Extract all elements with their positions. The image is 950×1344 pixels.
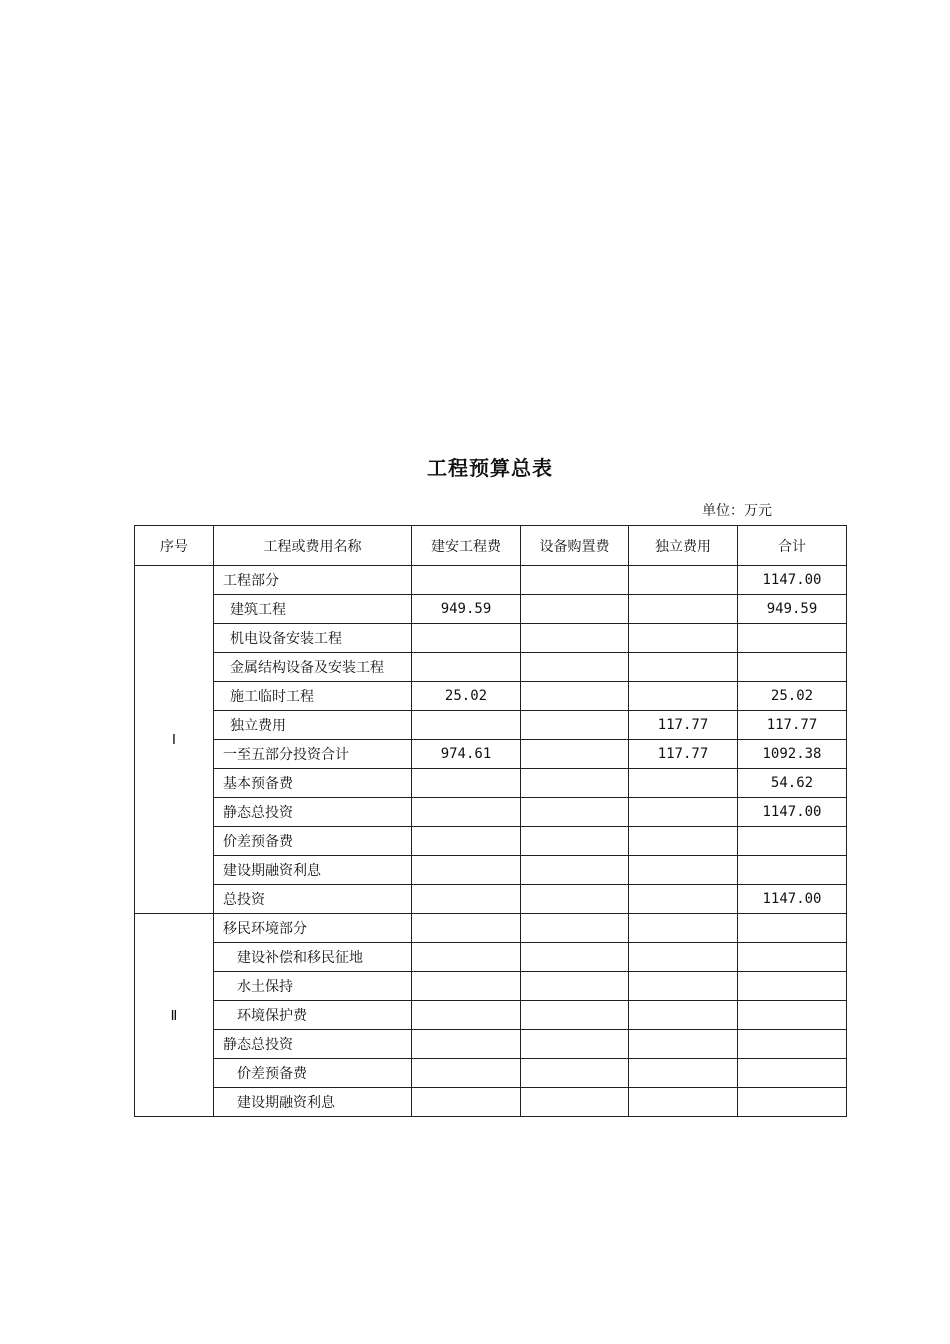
- construction-cost-cell: 974.61: [412, 740, 521, 769]
- table-row: [135, 595, 847, 624]
- construction-cost-cell: [412, 711, 521, 740]
- equipment-cost-cell: [521, 595, 629, 624]
- equipment-cost-cell: [521, 885, 629, 914]
- table-row: [135, 798, 847, 827]
- column-header-independent: 独立费用: [629, 526, 738, 566]
- total-cell: [738, 1030, 847, 1059]
- construction-cost-cell: [412, 914, 521, 943]
- independent-cost-cell: [629, 885, 738, 914]
- item-name-cell: 建设期融资利息: [214, 1088, 412, 1117]
- table-header-row: [135, 526, 847, 566]
- total-cell: [738, 914, 847, 943]
- equipment-cost-cell: [521, 566, 629, 595]
- equipment-cost-cell: [521, 798, 629, 827]
- table-row: [135, 885, 847, 914]
- table-row: [135, 914, 847, 943]
- independent-cost-cell: 117.77: [629, 740, 738, 769]
- independent-cost-cell: [629, 856, 738, 885]
- equipment-cost-cell: [521, 914, 629, 943]
- unit-label: 单位：万元: [702, 503, 772, 519]
- total-cell: [738, 943, 847, 972]
- section-seq-cell: Ⅱ: [135, 914, 214, 1117]
- total-cell: 1147.00: [738, 566, 847, 595]
- construction-cost-cell: [412, 1001, 521, 1030]
- table-row: [135, 1088, 847, 1117]
- total-cell: 1092.38: [738, 740, 847, 769]
- item-name-cell: 机电设备安装工程: [214, 624, 412, 653]
- item-name-cell: 移民环境部分: [214, 914, 412, 943]
- independent-cost-cell: [629, 914, 738, 943]
- table-row: [135, 1059, 847, 1088]
- column-header-name: 工程或费用名称: [214, 526, 412, 566]
- total-cell: [738, 653, 847, 682]
- total-cell: 117.77: [738, 711, 847, 740]
- independent-cost-cell: [629, 1030, 738, 1059]
- independent-cost-cell: [629, 566, 738, 595]
- item-name-cell: 基本预备费: [214, 769, 412, 798]
- equipment-cost-cell: [521, 740, 629, 769]
- item-name-cell: 静态总投资: [214, 798, 412, 827]
- item-name-cell: 价差预备费: [214, 827, 412, 856]
- construction-cost-cell: [412, 1059, 521, 1088]
- table-row: [135, 856, 847, 885]
- item-name-cell: 价差预备费: [214, 1059, 412, 1088]
- table-row: [135, 711, 847, 740]
- total-cell: 1147.00: [738, 798, 847, 827]
- independent-cost-cell: 117.77: [629, 711, 738, 740]
- item-name-cell: 建设期融资利息: [214, 856, 412, 885]
- table-row: [135, 1030, 847, 1059]
- item-name-cell: 水土保持: [214, 972, 412, 1001]
- table-row: [135, 827, 847, 856]
- table-row: [135, 566, 847, 595]
- table-row: [135, 653, 847, 682]
- page-title: 工程预算总表: [427, 456, 553, 480]
- independent-cost-cell: [629, 1088, 738, 1117]
- item-name-cell: 金属结构设备及安装工程: [214, 653, 412, 682]
- equipment-cost-cell: [521, 653, 629, 682]
- section-seq-cell: Ⅰ: [135, 566, 214, 914]
- item-name-cell: 建设补偿和移民征地: [214, 943, 412, 972]
- total-cell: [738, 856, 847, 885]
- equipment-cost-cell: [521, 1088, 629, 1117]
- independent-cost-cell: [629, 827, 738, 856]
- item-name-cell: 建筑工程: [214, 595, 412, 624]
- independent-cost-cell: [629, 1059, 738, 1088]
- column-header-total: 合计: [738, 526, 847, 566]
- independent-cost-cell: [629, 972, 738, 1001]
- table-row: [135, 769, 847, 798]
- item-name-cell: 一至五部分投资合计: [214, 740, 412, 769]
- construction-cost-cell: [412, 624, 521, 653]
- total-cell: 1147.00: [738, 885, 847, 914]
- construction-cost-cell: [412, 885, 521, 914]
- item-name-cell: 施工临时工程: [214, 682, 412, 711]
- independent-cost-cell: [629, 943, 738, 972]
- equipment-cost-cell: [521, 624, 629, 653]
- equipment-cost-cell: [521, 827, 629, 856]
- table-row: [135, 682, 847, 711]
- table-row: [135, 943, 847, 972]
- construction-cost-cell: [412, 566, 521, 595]
- construction-cost-cell: [412, 653, 521, 682]
- equipment-cost-cell: [521, 972, 629, 1001]
- equipment-cost-cell: [521, 711, 629, 740]
- construction-cost-cell: [412, 1030, 521, 1059]
- equipment-cost-cell: [521, 856, 629, 885]
- budget-table: [134, 525, 847, 1117]
- construction-cost-cell: 25.02: [412, 682, 521, 711]
- table-row: [135, 624, 847, 653]
- total-cell: [738, 1059, 847, 1088]
- equipment-cost-cell: [521, 1030, 629, 1059]
- item-name-cell: 静态总投资: [214, 1030, 412, 1059]
- item-name-cell: 工程部分: [214, 566, 412, 595]
- total-cell: [738, 972, 847, 1001]
- total-cell: [738, 827, 847, 856]
- construction-cost-cell: [412, 972, 521, 1001]
- equipment-cost-cell: [521, 1059, 629, 1088]
- total-cell: 949.59: [738, 595, 847, 624]
- column-header-seq: 序号: [135, 526, 214, 566]
- independent-cost-cell: [629, 653, 738, 682]
- equipment-cost-cell: [521, 1001, 629, 1030]
- total-cell: [738, 1001, 847, 1030]
- total-cell: 54.62: [738, 769, 847, 798]
- independent-cost-cell: [629, 1001, 738, 1030]
- independent-cost-cell: [629, 624, 738, 653]
- construction-cost-cell: [412, 798, 521, 827]
- independent-cost-cell: [629, 682, 738, 711]
- total-cell: [738, 624, 847, 653]
- column-header-construction: 建安工程费: [412, 526, 521, 566]
- table-row: [135, 740, 847, 769]
- equipment-cost-cell: [521, 682, 629, 711]
- construction-cost-cell: [412, 769, 521, 798]
- construction-cost-cell: [412, 827, 521, 856]
- column-header-equipment: 设备购置费: [521, 526, 629, 566]
- table-row: [135, 972, 847, 1001]
- independent-cost-cell: [629, 798, 738, 827]
- equipment-cost-cell: [521, 943, 629, 972]
- total-cell: 25.02: [738, 682, 847, 711]
- construction-cost-cell: [412, 856, 521, 885]
- construction-cost-cell: [412, 943, 521, 972]
- independent-cost-cell: [629, 769, 738, 798]
- item-name-cell: 总投资: [214, 885, 412, 914]
- independent-cost-cell: [629, 595, 738, 624]
- item-name-cell: 环境保护费: [214, 1001, 412, 1030]
- table-row: [135, 1001, 847, 1030]
- equipment-cost-cell: [521, 769, 629, 798]
- construction-cost-cell: [412, 1088, 521, 1117]
- total-cell: [738, 1088, 847, 1117]
- construction-cost-cell: 949.59: [412, 595, 521, 624]
- item-name-cell: 独立费用: [214, 711, 412, 740]
